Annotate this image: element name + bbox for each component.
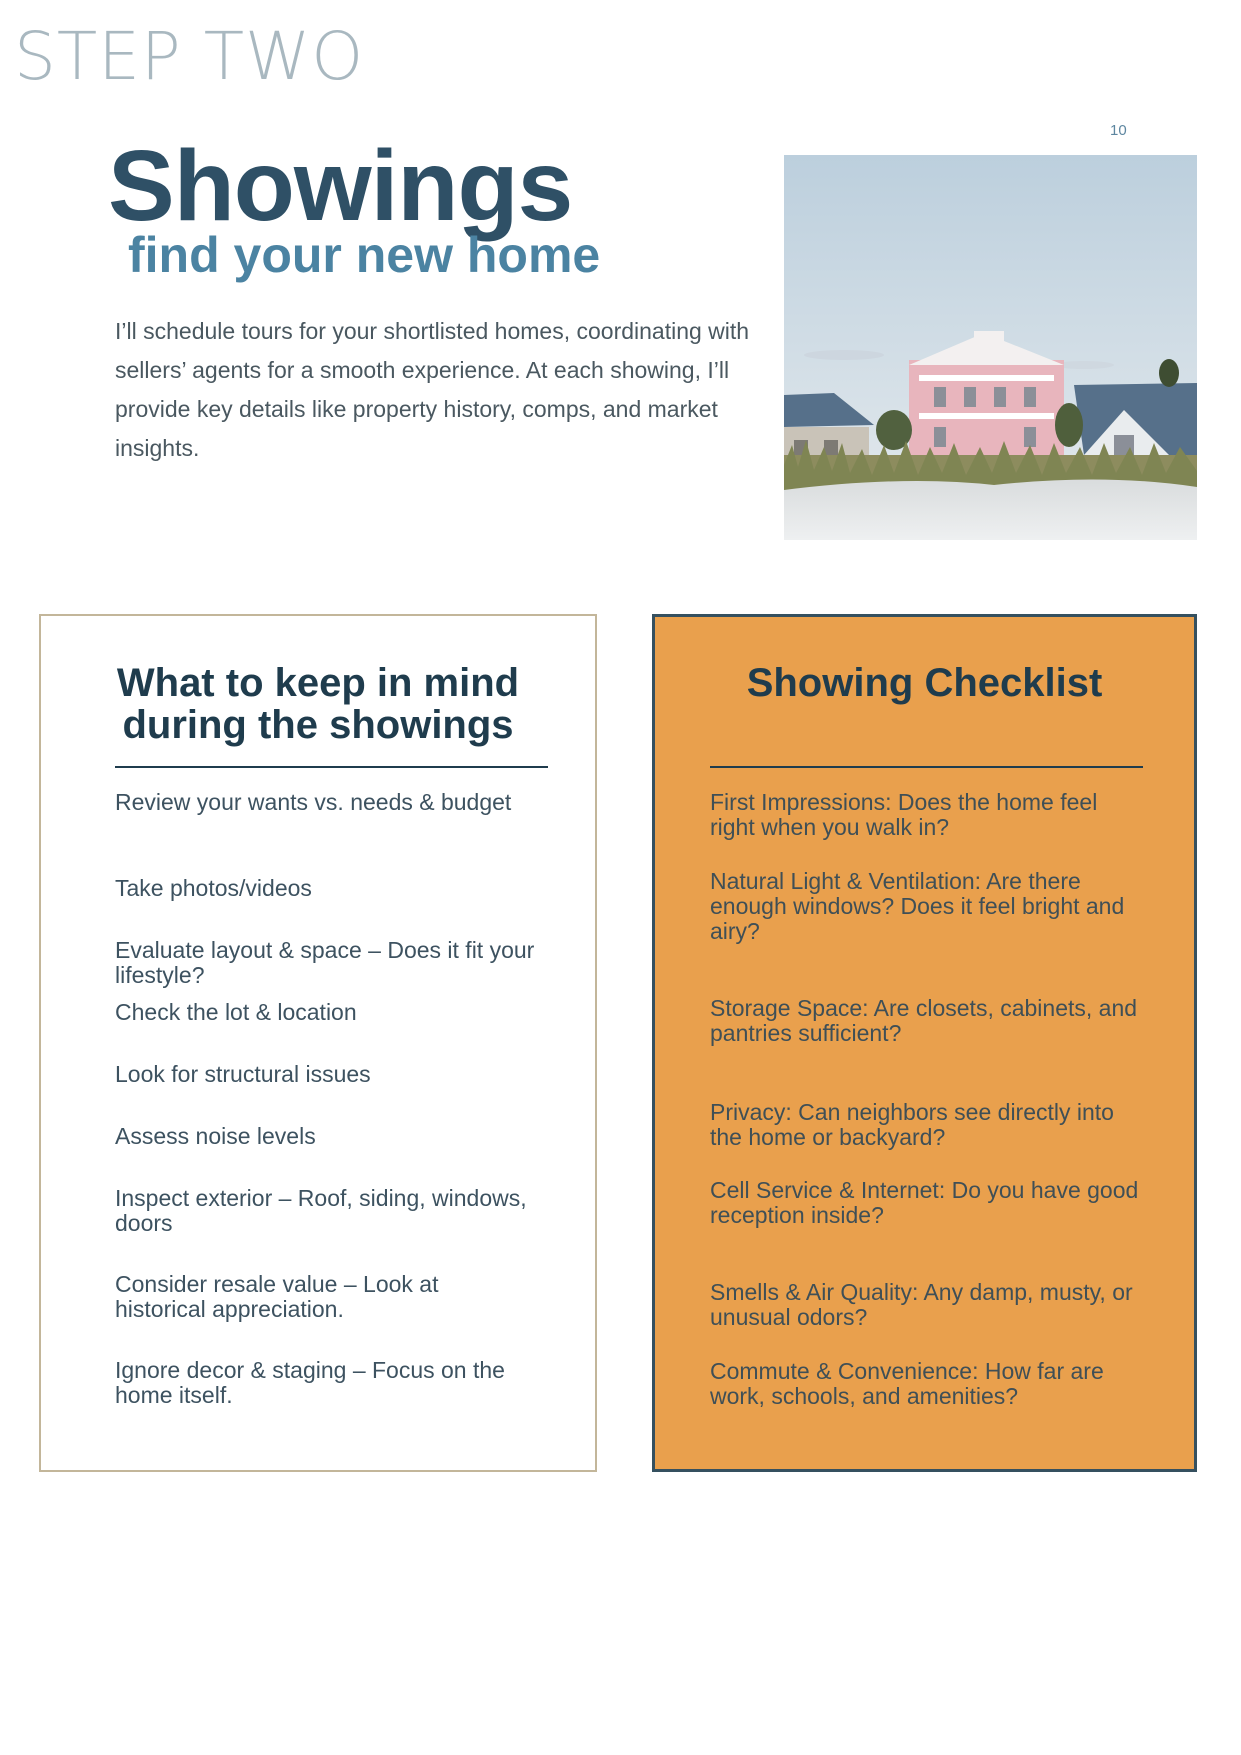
keep-in-mind-item: Assess noise levels (115, 1123, 316, 1149)
checklist-item: Cell Service & Internet: Do you have good reception inside? (710, 1177, 1139, 1228)
checklist-item: Storage Space: Are closets, cabinets, and pantries sufficient? (710, 995, 1138, 1046)
keep-in-mind-item: Inspect exterior – Roof, siding, windows, doors (115, 1185, 527, 1236)
showing-checklist-title: Showing Checklist (746, 661, 1103, 705)
keep-in-mind-title-line2: during the showings (122, 703, 514, 747)
page-number: 10 (1110, 122, 1127, 139)
step-label: STEP TWO (14, 18, 365, 95)
checklist-item: First Impressions: Does the home feel right when you walk in? (710, 789, 1098, 840)
beach-house-photo (784, 155, 1197, 540)
showing-checklist-divider (710, 766, 1143, 768)
page-title: Showings (108, 130, 573, 242)
keep-in-mind-panel (39, 614, 597, 1472)
keep-in-mind-title (41, 662, 595, 746)
intro-paragraph: I’ll schedule tours for your shortlisted homes, coordinating with sellers’ agents for a smooth experience. At each showing, I’ll provide key details like property history, comps, and market insights. (115, 318, 750, 461)
checklist-item: Commute & Convenience: How far are work, schools, and amenities? (710, 1358, 1104, 1409)
keep-in-mind-item: Ignore decor & staging – Focus on the home itself. (115, 1357, 505, 1408)
keep-in-mind-item: Check the lot & location (115, 999, 357, 1025)
checklist-item: Privacy: Can neighbors see directly into the home or backyard? (710, 1099, 1114, 1150)
keep-in-mind-divider (115, 766, 548, 768)
keep-in-mind-item: Review your wants vs. needs & budget (115, 789, 512, 815)
showing-checklist-panel (652, 614, 1197, 1472)
keep-in-mind-item: Look for structural issues (115, 1061, 371, 1087)
keep-in-mind-item: Consider resale value – Look at historical appreciation. (115, 1271, 439, 1322)
page-subtitle: find your new home (128, 227, 601, 283)
keep-in-mind-title-line1: What to keep in mind (116, 661, 520, 705)
keep-in-mind-item: Take photos/videos (115, 875, 312, 901)
checklist-item: Natural Light & Ventilation: Are there enough windows? Does it feel bright and airy? (710, 868, 1125, 944)
checklist-item: Smells & Air Quality: Any damp, musty, or unusual odors? (710, 1279, 1133, 1330)
keep-in-mind-item: Evaluate layout & space – Does it fit your lifestyle? (115, 937, 535, 988)
